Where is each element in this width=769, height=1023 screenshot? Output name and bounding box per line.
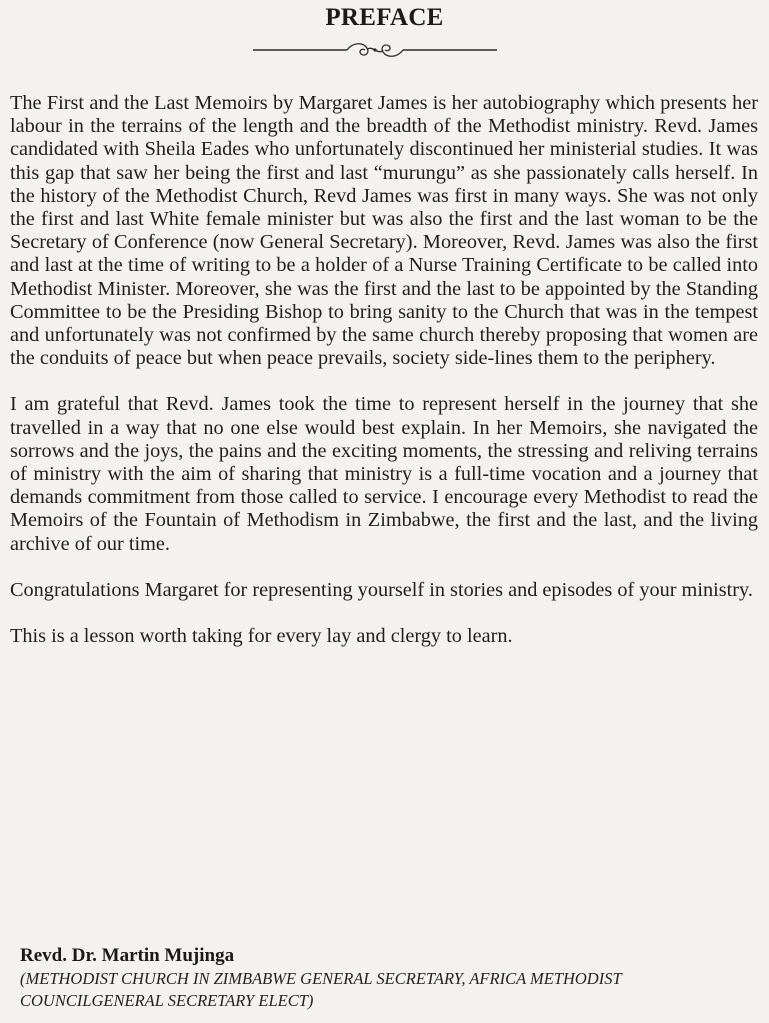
paragraph-3: Congratulations Margaret for representing yourself in stories and episodes of your ministry. [10,578,753,601]
divider-ornament-icon [253,38,497,62]
author-name: Revd. Dr. Martin Mujinga [20,945,235,966]
preface-body [10,92,758,648]
paragraph-1: The First and the Last Memoirs by Margaret James is her autobiography which presents her labour in the terrains of the length and the breadth of the Methodist ministry. Revd. James candidated with Sheila Eades who unfortunately discontinued her ministerial studies. It was this gap that saw her being the first and last “murungu” as she passionately calls herself. In the history of the Methodist Church, Revd James was first in many ways. She was not only the first and last White female minister but was also the first and the last woman to be the Secretary of Conference (now General Secretary). Moreover, Revd. James was also the first and last at the time of writing to be a holder of a Nurse Training Certificate to be called into Methodist Minister. Moreover, she was the first and the last to be appointed by the Standing Committee to be the Presiding Bishop to bring sanity to the Church that was in the tempest and unfortunately was not confirmed by the same church thereby proposing that women are the conduits of peace but when peace prevails, society side-lines them to the periphery. [10,92,758,370]
author-title-line-2: COUNCILGENERAL SECRETARY ELECT) [20,991,314,1010]
paragraph-2: I am grateful that Revd. James took the time to represent herself in the journey that she travelled in a way that no one else would best explain. In her Memoirs, she navigated the sorrows and the joys, the pains and the exciting moments, the stressing and reliving terrains of ministry with the aim of sharing that ministry is a full-time vocation and a journey that demands commitment from those called to service. I encourage every Methodist to read the Memoirs of the Fountain of Methodism in Zimbabwe, the first and the last, and the living archive of our time. [10,393,758,555]
signature-block [20,944,760,1012]
author-title-line-1: (METHODIST CHURCH IN ZIMBABWE GENERAL SECRETARY, AFRICA METHODIST [20,969,622,988]
page-title: PREFACE [325,4,444,31]
paragraph-4: This is a lesson worth taking for every lay and clergy to learn. [10,625,513,648]
